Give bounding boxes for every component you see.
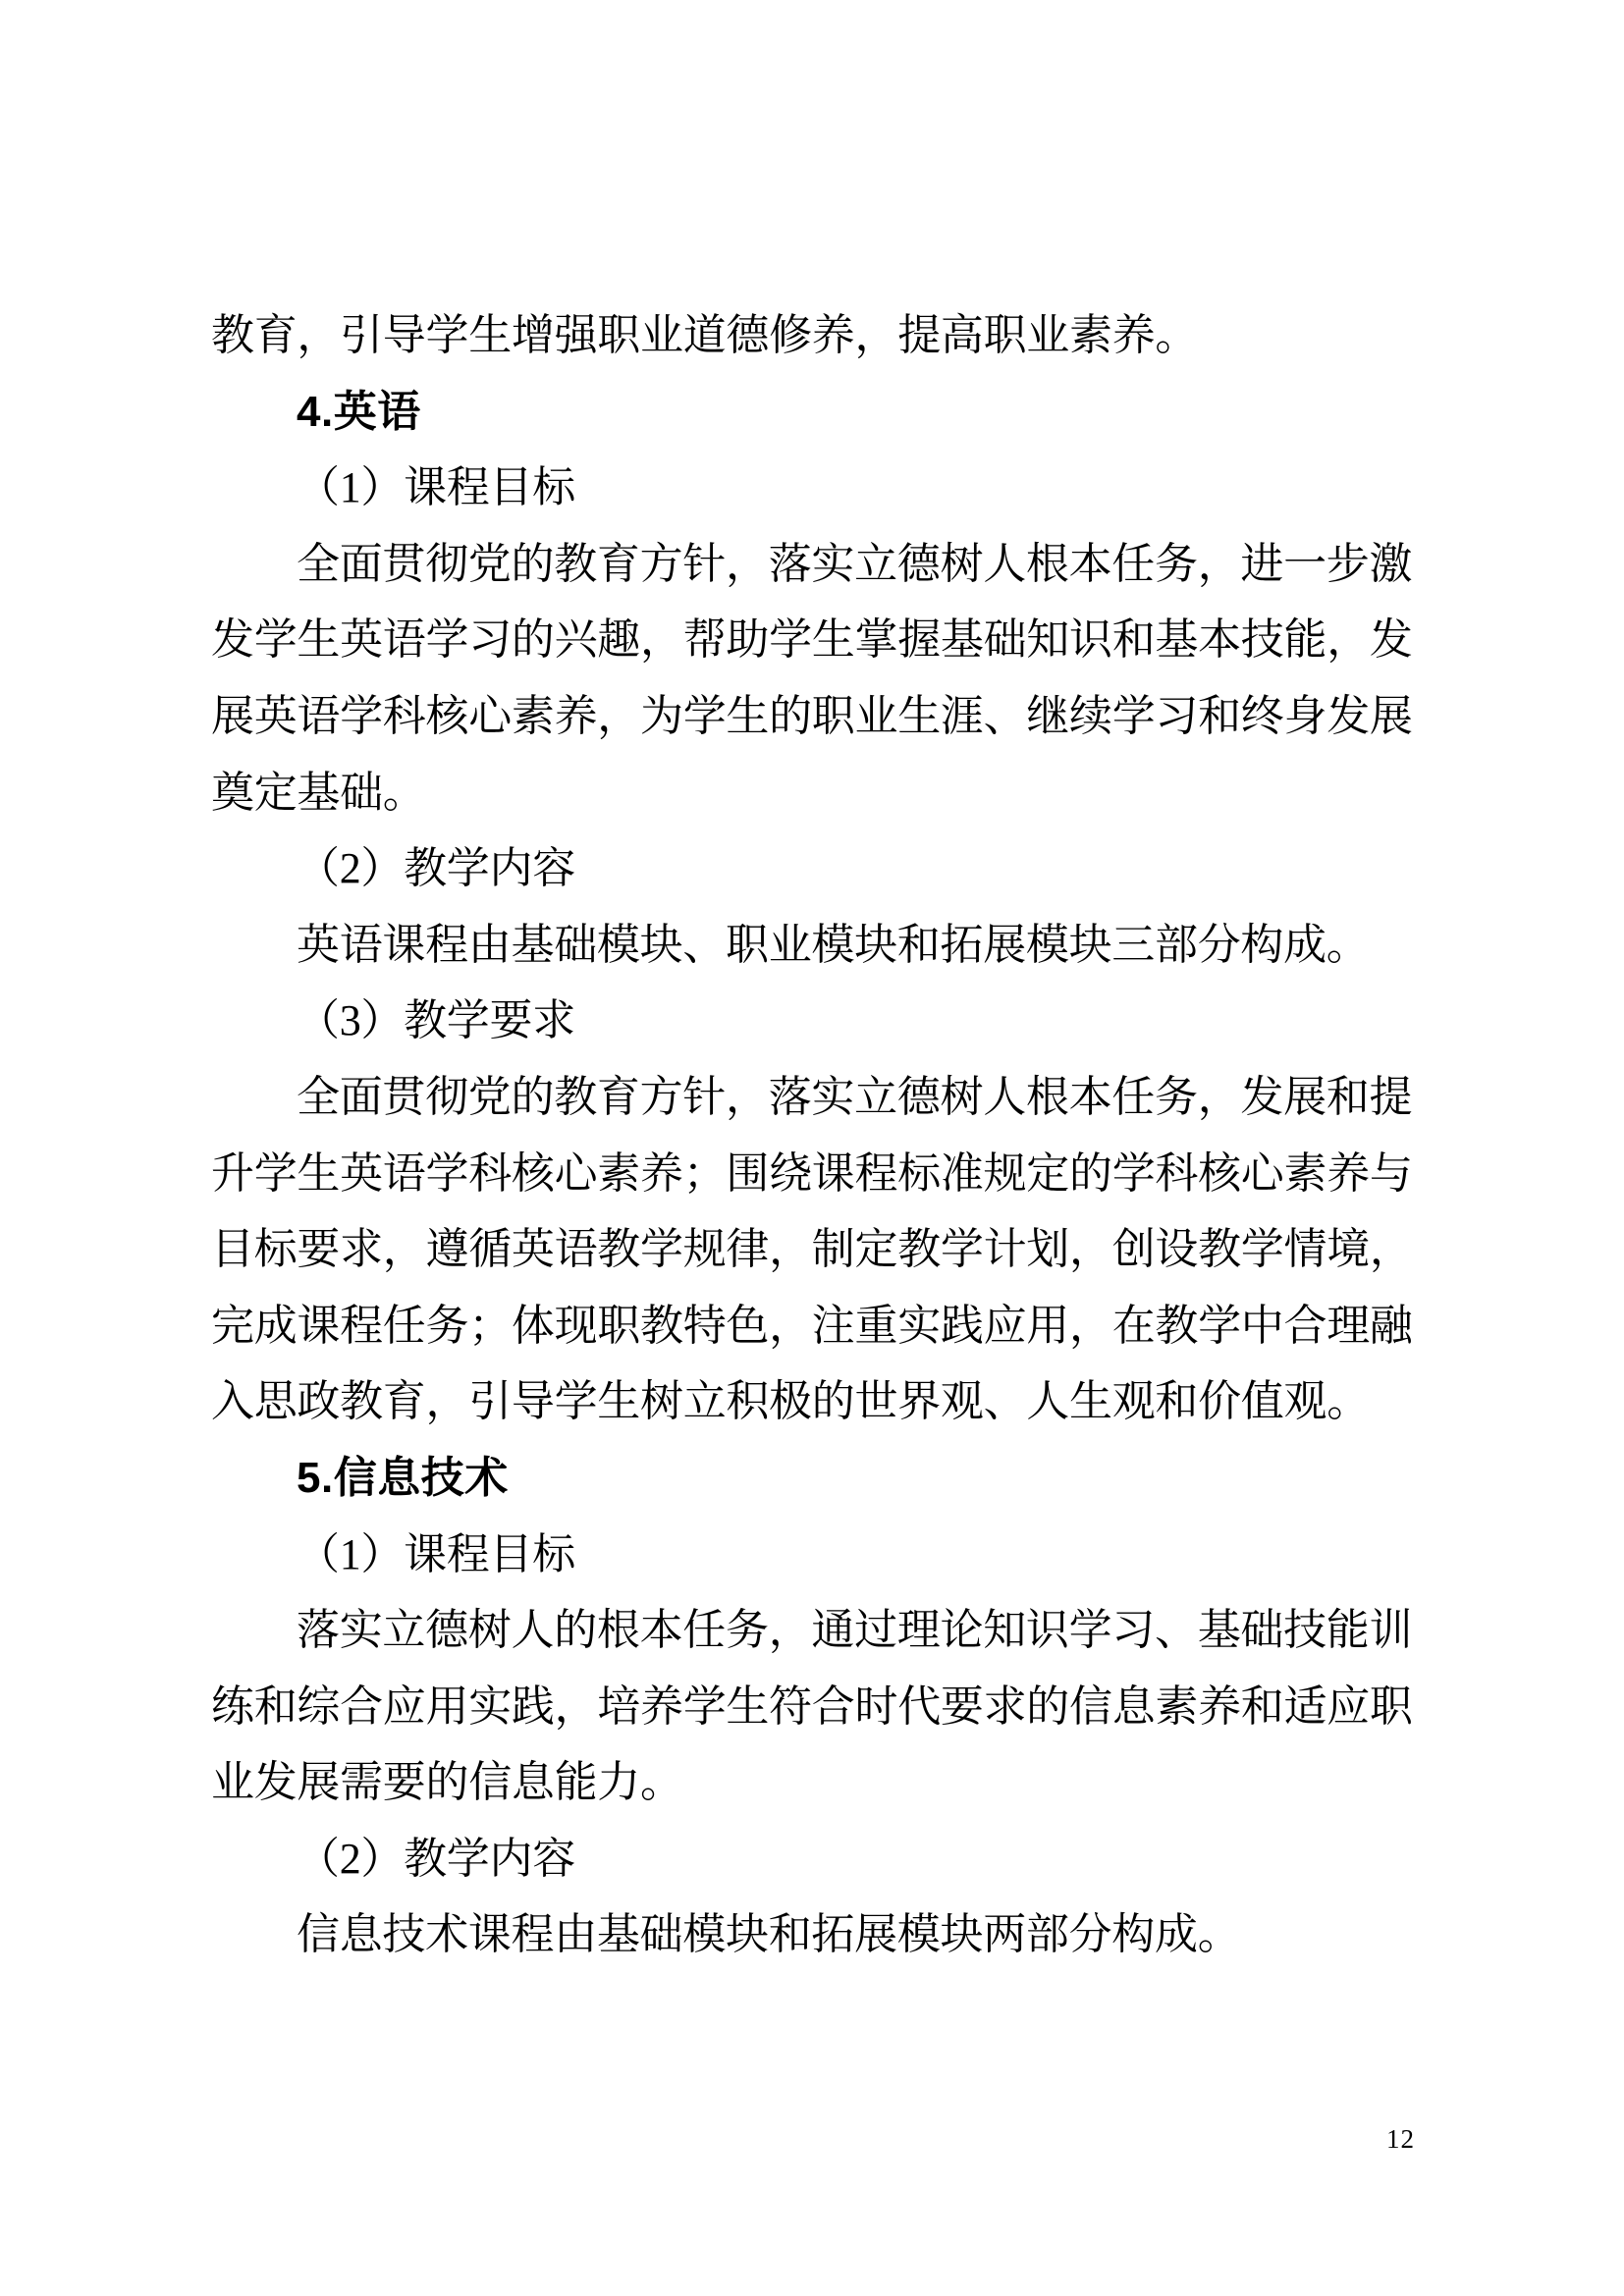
subheading-infotech-course-goal: （1）课程目标 bbox=[297, 1529, 575, 1578]
document-page-body bbox=[211, 297, 1448, 1973]
subheading-english-course-goal: （1）课程目标 bbox=[297, 463, 575, 512]
para-moral-education-end: 教育，引导学生增强职业道德修养，提高职业素养。 bbox=[211, 311, 1199, 359]
para-english-goal-line-2: 发学生英语学习的兴趣，帮助学生掌握基础知识和基本技能，发 bbox=[211, 615, 1413, 665]
subheading-english-teaching-content: （2）教学内容 bbox=[297, 844, 575, 893]
para-infotech-goal-line-2: 练和综合应用实践，培养学生符合时代要求的信息素养和适应职 bbox=[211, 1682, 1413, 1731]
para-infotech-goal-line-3: 业发展需要的信息能力。 bbox=[211, 1758, 683, 1807]
para-english-requirements-line-5: 入思政教育，引导学生树立积极的世界观、人生观和价值观。 bbox=[211, 1377, 1370, 1426]
para-english-goal-line-1: 全面贯彻党的教育方针，落实立德树人根本任务，进一步激 bbox=[297, 539, 1413, 588]
para-english-requirements-line-4: 完成课程任务；体现职教特色，注重实践应用，在教学中合理融 bbox=[211, 1301, 1413, 1350]
subheading-infotech-teaching-content: （2）教学内容 bbox=[297, 1834, 575, 1883]
para-english-goal-line-4: 奠定基础。 bbox=[211, 768, 426, 817]
para-english-requirements-line-1: 全面贯彻党的教育方针，落实立德树人根本任务，发展和提 bbox=[297, 1072, 1413, 1121]
para-english-goal-line-3: 展英语学科核心素养，为学生的职业生涯、继续学习和终身发展 bbox=[211, 691, 1413, 740]
heading-4-english: 4.英语 bbox=[297, 387, 421, 436]
para-infotech-modules: 信息技术课程由基础模块和拓展模块两部分构成。 bbox=[297, 1910, 1241, 1959]
para-infotech-goal-line-1: 落实立德树人的根本任务，通过理论知识学习、基础技能训 bbox=[297, 1606, 1413, 1655]
para-english-requirements-line-3: 目标要求，遵循英语教学规律，制定教学计划，创设教学情境， bbox=[211, 1225, 1413, 1274]
para-english-requirements-line-2: 升学生英语学科核心素养；围绕课程标准规定的学科核心素养与 bbox=[211, 1148, 1413, 1198]
para-english-modules: 英语课程由基础模块、职业模块和拓展模块三部分构成。 bbox=[297, 920, 1370, 969]
subheading-english-teaching-requirements: （3）教学要求 bbox=[297, 996, 575, 1045]
page-number: 12 bbox=[1386, 2124, 1415, 2154]
heading-5-information-technology: 5.信息技术 bbox=[297, 1453, 509, 1502]
